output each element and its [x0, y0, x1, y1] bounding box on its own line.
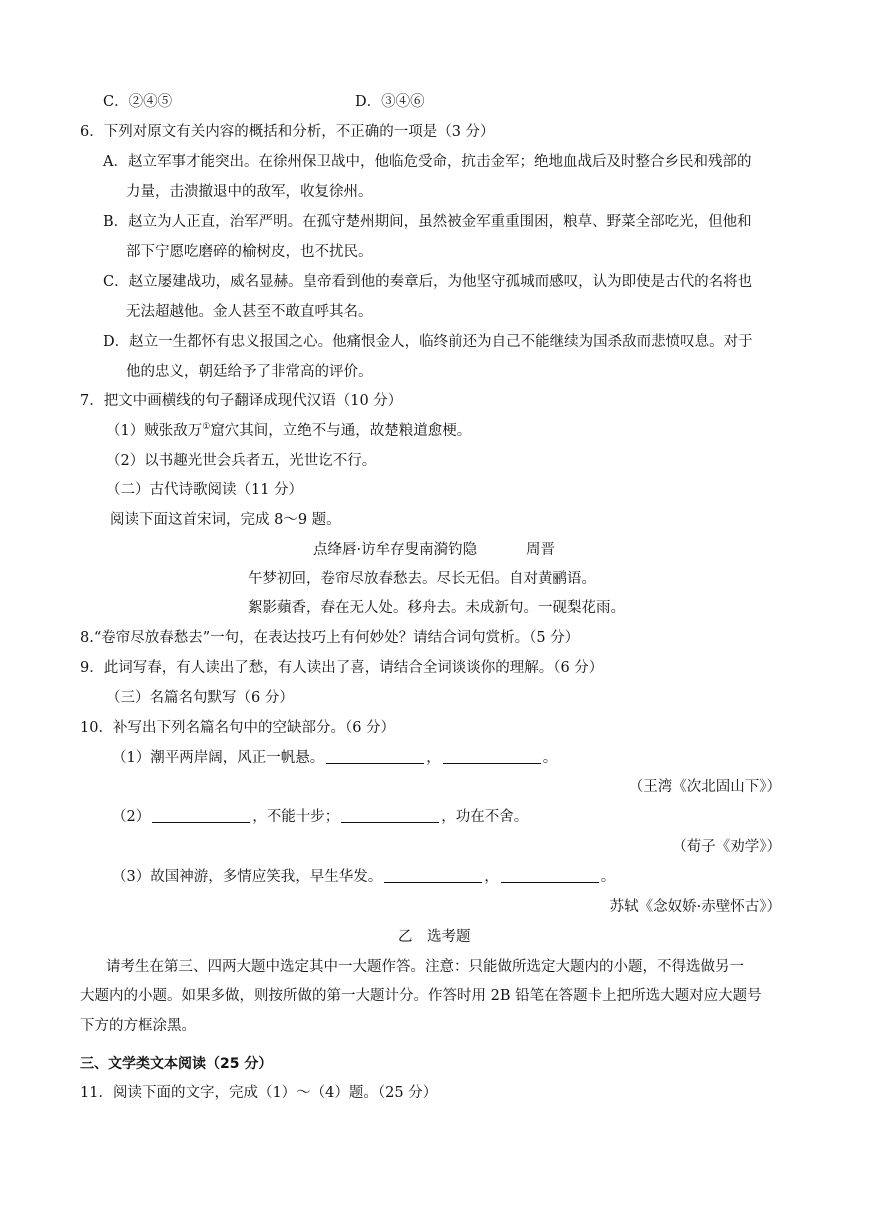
q10-item-3-sep: ，	[484, 869, 499, 885]
answer-blank[interactable]	[326, 747, 424, 764]
q10-stem: 10．补写出下列名篇名句中的空缺部分。（6 分）	[80, 720, 396, 736]
optional-instructions-line3: 下方的方框涂黑。	[80, 1018, 196, 1034]
q6-option-c-line2: 无法超越他。金人甚至不敢直呼其名。	[126, 304, 373, 320]
literary-reading-heading: 三、文学类文本阅读（25 分）	[80, 1056, 273, 1072]
q10-item-2	[112, 802, 528, 832]
optional-section-heading: 乙 选考题	[398, 929, 471, 945]
q10-item-2-end: ，功在不舍。	[441, 809, 529, 825]
answer-blank[interactable]	[152, 806, 250, 823]
q10-item-1-end: 。	[542, 750, 558, 766]
poem-author: 周晋	[526, 542, 555, 558]
q10-item-1-source: （王湾《次北固山下》）	[628, 779, 781, 795]
q7-s1-post: 窟穴其间，立绝不与通，故楚粮道愈梗。	[210, 423, 472, 439]
q5-option-c: C．②④⑤	[103, 94, 173, 110]
q5-option-d: D．③④⑥	[355, 94, 425, 110]
q10-item-2-prompt: （2）	[112, 809, 151, 825]
q7-stem: 7．把文中画横线的句子翻译成现代汉语（10 分）	[80, 393, 403, 409]
poem-title: 点绛唇·访牟存叟南漪钓隐	[313, 542, 478, 558]
q9-stem: 9．此词写春，有人读出了愁，有人读出了喜，请结合全词谈谈你的理解。（6 分）	[80, 660, 604, 676]
answer-blank[interactable]	[501, 866, 599, 883]
poetry-section-heading: （二）古代诗歌阅读（11 分）	[106, 482, 304, 498]
q10-item-3-end: 。	[600, 869, 616, 885]
memorization-section-heading: （三）名篇名句默写（6 分）	[106, 690, 294, 706]
q6-option-a-line2: 力量，击溃撤退中的敌军，收复徐州。	[126, 184, 373, 200]
q7-sentence-1	[106, 416, 471, 446]
answer-blank[interactable]	[341, 806, 439, 823]
answer-blank[interactable]	[443, 747, 541, 764]
q11-stem: 11．阅读下面的文字，完成（1）～（4）题。（25 分）	[80, 1085, 438, 1101]
optional-instructions-line1: 请考生在第三、四两大题中选定其中一大题作答。注意：只能做所选定大题内的小题，不得选做另一	[106, 959, 744, 975]
q6-option-b-line1: B．赵立为人正直，治军严明。在孤守楚州期间，虽然被金军重重围困，粮草、野菜全部吃光，但他和	[103, 214, 752, 230]
poem-line-2: 絮影蘋香，春在无人处。移舟去。未成新句。一砚梨花雨。	[248, 600, 625, 616]
q6-option-c-line1: C．赵立屡建战功，威名显赫。皇帝看到他的奏章后，为他坚守孤城而感叹，认为即使是古代的名将也	[103, 274, 753, 290]
optional-instructions-line2: 大题内的小题。如果多做，则按所做的第一大题计分。作答时用 2B 铅笔在答题卡上把所选大题对应大题号	[80, 988, 762, 1004]
footnote-marker: ①	[202, 422, 211, 433]
q10-item-1	[112, 743, 557, 773]
q6-option-b-line2: 部下宁愿吃磨碎的榆树皮，也不扰民。	[126, 244, 373, 260]
poetry-intro: 阅读下面这首宋词，完成 8～9 题。	[110, 512, 341, 528]
q6-option-d-line1: D．赵立一生都怀有忠义报国之心。他痛恨金人，临终前还为自己不能继续为国杀敌而悲愤叹息。对于	[103, 334, 753, 350]
q7-sentence-2: （2）以书趣光世会兵者五，光世讫不行。	[106, 453, 377, 469]
q10-item-3	[112, 862, 615, 892]
q10-item-1-sep: ，	[426, 750, 441, 766]
poem-line-1: 午梦初回，卷帘尽放春愁去。尽长无侣。自对黄鹂语。	[248, 571, 596, 587]
q7-s1-pre: （1）贼张敌万	[106, 423, 203, 439]
q6-option-a-line1: A．赵立军事才能突出。在徐州保卫战中，他临危受命，抗击金军；绝地血战后及时整合乡民和残部的	[103, 154, 752, 170]
q10-item-2-source: （荀子《劝学》）	[672, 839, 781, 855]
q10-item-2-mid: ，不能十步；	[252, 809, 340, 825]
q6-stem: 6．下列对原文有关内容的概括和分析，不正确的一项是（3 分）	[80, 124, 495, 140]
q8-stem: 8.“卷帘尽放春愁去”一句，在表达技巧上有何妙处？请结合词句赏析。（5 分）	[80, 630, 580, 646]
answer-blank[interactable]	[384, 866, 482, 883]
q6-option-d-line2: 他的忠义，朝廷给予了非常高的评价。	[126, 364, 373, 380]
q10-item-3-prompt: （3）故国神游，多情应笑我，早生华发。	[112, 869, 383, 885]
q10-item-1-prompt: （1）潮平两岸阔，风正一帆悬。	[112, 750, 325, 766]
q10-item-3-source: 苏轼《念奴娇·赤壁怀古》）	[609, 899, 781, 915]
